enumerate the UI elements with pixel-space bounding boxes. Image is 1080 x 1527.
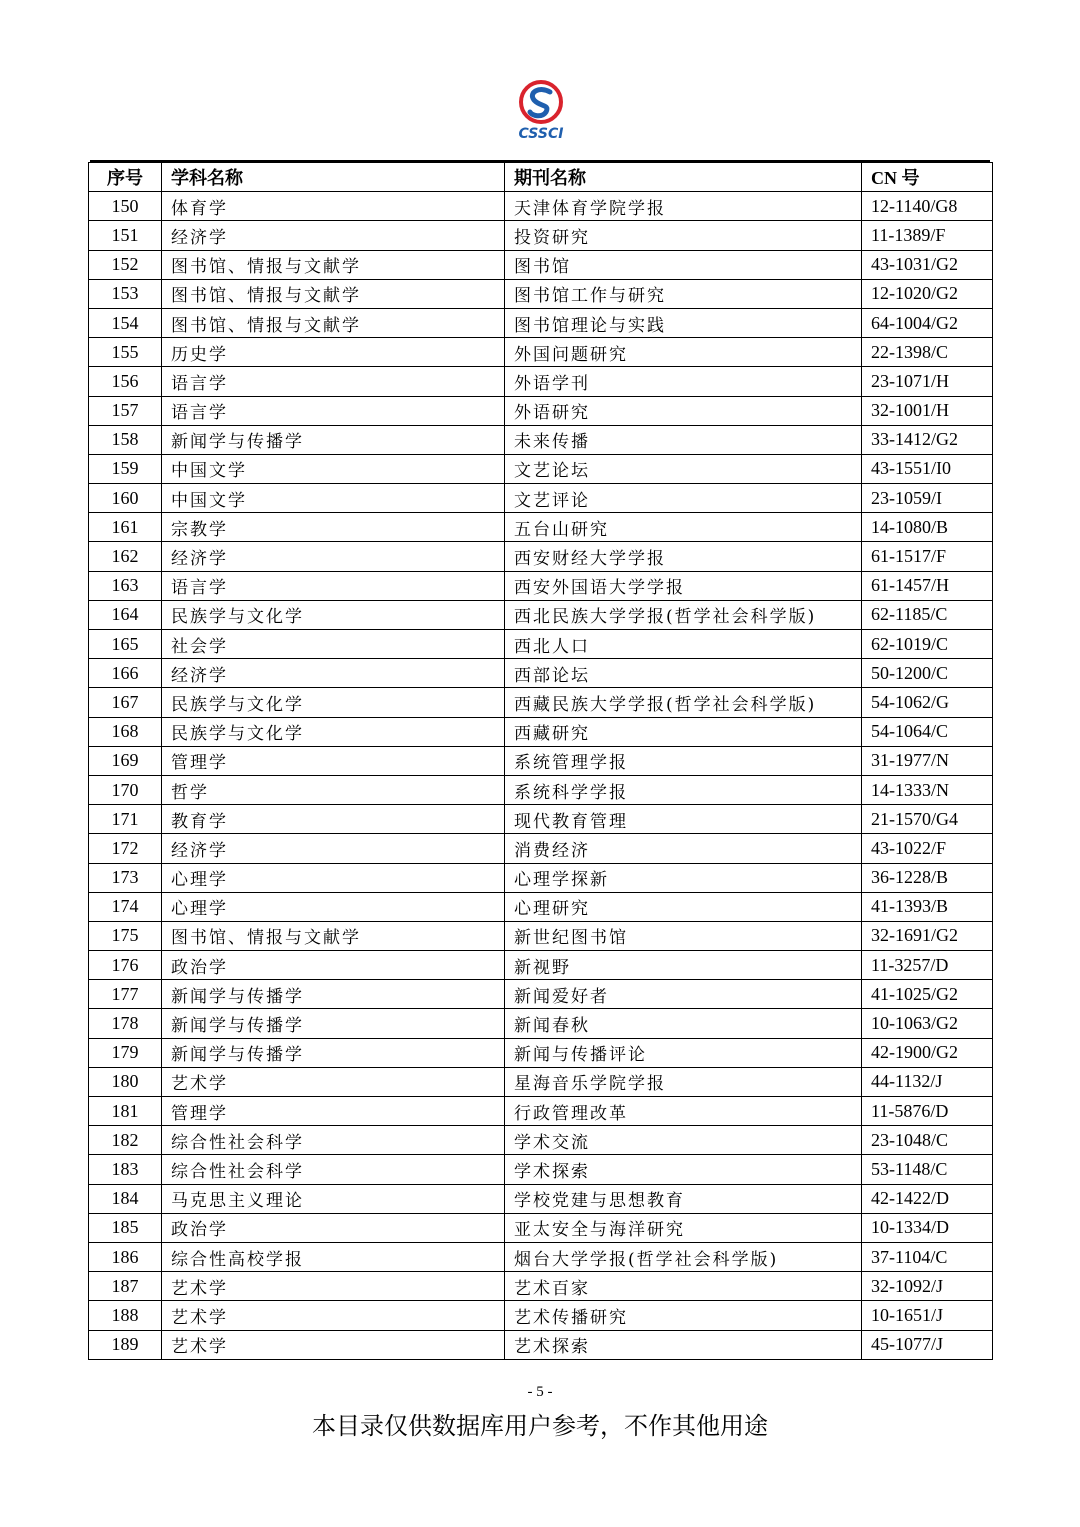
table-row — [89, 600, 993, 629]
row-subject: 经济学 — [162, 834, 505, 863]
row-subject: 语言学 — [162, 367, 505, 396]
row-cn: 32-1092/J — [862, 1272, 993, 1301]
row-index: 153 — [89, 279, 162, 308]
row-cn: 42-1422/D — [862, 1184, 993, 1213]
row-subject: 图书馆、情报与文献学 — [162, 308, 505, 337]
row-cn: 33-1412/G2 — [862, 425, 993, 454]
row-cn: 21-1570/G4 — [862, 805, 993, 834]
row-journal: 外国问题研究 — [505, 338, 862, 367]
row-subject: 心理学 — [162, 863, 505, 892]
row-index: 154 — [89, 308, 162, 337]
row-index: 179 — [89, 1038, 162, 1067]
row-journal: 西安财经大学学报 — [505, 542, 862, 571]
row-cn: 14-1080/B — [862, 513, 993, 542]
row-subject: 艺术学 — [162, 1272, 505, 1301]
row-index: 187 — [89, 1272, 162, 1301]
row-subject: 历史学 — [162, 338, 505, 367]
header-cn: CN 号 — [862, 163, 993, 192]
row-index: 171 — [89, 805, 162, 834]
table-row — [89, 1184, 993, 1213]
row-journal: 西北人口 — [505, 630, 862, 659]
row-index: 164 — [89, 600, 162, 629]
row-journal: 文艺论坛 — [505, 454, 862, 483]
row-index: 157 — [89, 396, 162, 425]
table-row — [89, 805, 993, 834]
row-index: 172 — [89, 834, 162, 863]
row-subject: 宗教学 — [162, 513, 505, 542]
row-subject: 管理学 — [162, 746, 505, 775]
row-journal: 新闻与传播评论 — [505, 1038, 862, 1067]
row-subject: 民族学与文化学 — [162, 600, 505, 629]
header-subject: 学科名称 — [162, 163, 505, 192]
table-row — [89, 396, 993, 425]
row-index: 162 — [89, 542, 162, 571]
row-journal: 天津体育学院学报 — [505, 192, 862, 221]
row-subject: 语言学 — [162, 396, 505, 425]
row-index: 175 — [89, 921, 162, 950]
table-row — [89, 1097, 993, 1126]
row-cn: 12-1020/G2 — [862, 279, 993, 308]
row-index: 165 — [89, 630, 162, 659]
row-cn: 11-1389/F — [862, 221, 993, 250]
row-index: 169 — [89, 746, 162, 775]
table-row — [89, 454, 993, 483]
row-journal: 外语学刊 — [505, 367, 862, 396]
row-subject: 经济学 — [162, 542, 505, 571]
table-row — [89, 1126, 993, 1155]
row-index: 185 — [89, 1213, 162, 1242]
row-cn: 43-1551/I0 — [862, 454, 993, 483]
row-subject: 综合性社会科学 — [162, 1155, 505, 1184]
table-row — [89, 1038, 993, 1067]
row-journal: 新视野 — [505, 951, 862, 980]
row-cn: 53-1148/C — [862, 1155, 993, 1184]
table-row — [89, 980, 993, 1009]
row-journal: 艺术探索 — [505, 1330, 862, 1359]
row-cn: 41-1025/G2 — [862, 980, 993, 1009]
row-cn: 32-1691/G2 — [862, 921, 993, 950]
row-subject: 经济学 — [162, 659, 505, 688]
row-cn: 22-1398/C — [862, 338, 993, 367]
row-subject: 中国文学 — [162, 484, 505, 513]
row-journal: 未来传播 — [505, 425, 862, 454]
row-index: 160 — [89, 484, 162, 513]
row-subject: 图书馆、情报与文献学 — [162, 921, 505, 950]
row-index: 186 — [89, 1242, 162, 1271]
row-subject: 图书馆、情报与文献学 — [162, 250, 505, 279]
table-row — [89, 513, 993, 542]
header-journal: 期刊名称 — [505, 163, 862, 192]
row-journal: 行政管理改革 — [505, 1097, 862, 1126]
row-subject: 艺术学 — [162, 1330, 505, 1359]
row-index: 188 — [89, 1301, 162, 1330]
row-journal: 西藏研究 — [505, 717, 862, 746]
row-index: 166 — [89, 659, 162, 688]
row-journal: 心理研究 — [505, 892, 862, 921]
row-subject: 艺术学 — [162, 1067, 505, 1096]
row-journal: 星海音乐学院学报 — [505, 1067, 862, 1096]
table-row — [89, 250, 993, 279]
row-index: 151 — [89, 221, 162, 250]
row-journal: 艺术百家 — [505, 1272, 862, 1301]
row-journal: 心理学探新 — [505, 863, 862, 892]
row-index: 168 — [89, 717, 162, 746]
row-index: 158 — [89, 425, 162, 454]
row-index: 156 — [89, 367, 162, 396]
table-row — [89, 630, 993, 659]
row-journal: 新闻春秋 — [505, 1009, 862, 1038]
row-subject: 教育学 — [162, 805, 505, 834]
row-index: 180 — [89, 1067, 162, 1096]
row-cn: 23-1071/H — [862, 367, 993, 396]
row-cn: 54-1064/C — [862, 717, 993, 746]
row-index: 177 — [89, 980, 162, 1009]
row-subject: 政治学 — [162, 951, 505, 980]
row-cn: 23-1059/I — [862, 484, 993, 513]
row-journal: 图书馆 — [505, 250, 862, 279]
table-row — [89, 542, 993, 571]
row-journal: 现代教育管理 — [505, 805, 862, 834]
row-journal: 西藏民族大学学报(哲学社会科学版) — [505, 688, 862, 717]
row-index: 155 — [89, 338, 162, 367]
table-row — [89, 951, 993, 980]
table-row — [89, 1301, 993, 1330]
row-subject: 政治学 — [162, 1213, 505, 1242]
table-row — [89, 1213, 993, 1242]
row-cn: 61-1517/F — [862, 542, 993, 571]
row-journal: 亚太安全与海洋研究 — [505, 1213, 862, 1242]
table-row — [89, 834, 993, 863]
row-index: 184 — [89, 1184, 162, 1213]
row-cn: 50-1200/C — [862, 659, 993, 688]
row-subject: 管理学 — [162, 1097, 505, 1126]
row-cn: 23-1048/C — [862, 1126, 993, 1155]
row-cn: 61-1457/H — [862, 571, 993, 600]
table-row — [89, 863, 993, 892]
row-subject: 艺术学 — [162, 1301, 505, 1330]
page-number: - 5 - — [527, 1384, 553, 1400]
row-index: 150 — [89, 192, 162, 221]
table-header-row — [89, 163, 993, 192]
row-cn: 10-1651/J — [862, 1301, 993, 1330]
table-row — [89, 308, 993, 337]
row-subject: 经济学 — [162, 221, 505, 250]
row-cn: 10-1063/G2 — [862, 1009, 993, 1038]
row-cn: 64-1004/G2 — [862, 308, 993, 337]
row-subject: 图书馆、情报与文献学 — [162, 279, 505, 308]
row-cn: 36-1228/B — [862, 863, 993, 892]
table-row — [89, 221, 993, 250]
row-journal: 消费经济 — [505, 834, 862, 863]
row-journal: 西北民族大学学报(哲学社会科学版) — [505, 600, 862, 629]
row-cn: 41-1393/B — [862, 892, 993, 921]
row-index: 170 — [89, 775, 162, 804]
row-subject: 社会学 — [162, 630, 505, 659]
row-cn: 45-1077/J — [862, 1330, 993, 1359]
row-subject: 中国文学 — [162, 454, 505, 483]
row-index: 189 — [89, 1330, 162, 1359]
row-journal: 系统管理学报 — [505, 746, 862, 775]
table-row — [89, 338, 993, 367]
table-row — [89, 1009, 993, 1038]
table-row — [89, 1330, 993, 1359]
row-index: 159 — [89, 454, 162, 483]
row-cn: 31-1977/N — [862, 746, 993, 775]
row-cn: 62-1185/C — [862, 600, 993, 629]
row-cn: 43-1031/G2 — [862, 250, 993, 279]
row-subject: 新闻学与传播学 — [162, 425, 505, 454]
row-index: 161 — [89, 513, 162, 542]
row-journal: 新闻爱好者 — [505, 980, 862, 1009]
row-index: 176 — [89, 951, 162, 980]
row-journal: 外语研究 — [505, 396, 862, 425]
row-journal: 五台山研究 — [505, 513, 862, 542]
table-row — [89, 1155, 993, 1184]
svg-text:CSSCI: CSSCI — [518, 126, 564, 142]
row-cn: 10-1334/D — [862, 1213, 993, 1242]
row-index: 174 — [89, 892, 162, 921]
row-index: 173 — [89, 863, 162, 892]
row-subject: 马克思主义理论 — [162, 1184, 505, 1213]
row-journal: 西安外国语大学学报 — [505, 571, 862, 600]
table-row — [89, 688, 993, 717]
row-subject: 新闻学与传播学 — [162, 1038, 505, 1067]
row-journal: 系统科学学报 — [505, 775, 862, 804]
row-index: 183 — [89, 1155, 162, 1184]
row-cn: 62-1019/C — [862, 630, 993, 659]
table-row — [89, 921, 993, 950]
table-row — [89, 659, 993, 688]
row-journal: 学校党建与思想教育 — [505, 1184, 862, 1213]
row-subject: 哲学 — [162, 775, 505, 804]
row-journal: 文艺评论 — [505, 484, 862, 513]
row-journal: 图书馆理论与实践 — [505, 308, 862, 337]
row-cn: 11-3257/D — [862, 951, 993, 980]
row-cn: 43-1022/F — [862, 834, 993, 863]
table-row — [89, 484, 993, 513]
row-cn: 37-1104/C — [862, 1242, 993, 1271]
row-journal: 学术探索 — [505, 1155, 862, 1184]
table-row — [89, 1067, 993, 1096]
row-cn: 42-1900/G2 — [862, 1038, 993, 1067]
row-cn: 14-1333/N — [862, 775, 993, 804]
table-row — [89, 367, 993, 396]
table-row — [89, 1242, 993, 1271]
row-journal: 投资研究 — [505, 221, 862, 250]
journal-table — [88, 162, 993, 1360]
row-journal: 学术交流 — [505, 1126, 862, 1155]
row-index: 182 — [89, 1126, 162, 1155]
row-subject: 心理学 — [162, 892, 505, 921]
footer-note: 本目录仅供数据库用户参考，不作其他用途 — [312, 1412, 768, 1440]
row-index: 178 — [89, 1009, 162, 1038]
row-subject: 综合性高校学报 — [162, 1242, 505, 1271]
row-subject: 综合性社会科学 — [162, 1126, 505, 1155]
row-cn: 54-1062/G — [862, 688, 993, 717]
row-subject: 民族学与文化学 — [162, 688, 505, 717]
row-subject: 新闻学与传播学 — [162, 980, 505, 1009]
row-subject: 体育学 — [162, 192, 505, 221]
row-index: 152 — [89, 250, 162, 279]
table-row — [89, 279, 993, 308]
row-cn: 11-5876/D — [862, 1097, 993, 1126]
row-cn: 32-1001/H — [862, 396, 993, 425]
table-row — [89, 775, 993, 804]
table-row — [89, 571, 993, 600]
row-index: 167 — [89, 688, 162, 717]
table-row — [89, 892, 993, 921]
row-subject: 语言学 — [162, 571, 505, 600]
row-journal: 西部论坛 — [505, 659, 862, 688]
row-journal: 图书馆工作与研究 — [505, 279, 862, 308]
table-row — [89, 425, 993, 454]
table-row — [89, 1272, 993, 1301]
row-journal: 烟台大学学报(哲学社会科学版) — [505, 1242, 862, 1271]
row-subject: 新闻学与传播学 — [162, 1009, 505, 1038]
table-row — [89, 746, 993, 775]
row-journal: 新世纪图书馆 — [505, 921, 862, 950]
row-subject: 民族学与文化学 — [162, 717, 505, 746]
header-index: 序号 — [89, 163, 162, 192]
row-cn: 12-1140/G8 — [862, 192, 993, 221]
table-row — [89, 717, 993, 746]
row-journal: 艺术传播研究 — [505, 1301, 862, 1330]
row-cn: 44-1132/J — [862, 1067, 993, 1096]
cssci-logo — [510, 78, 572, 142]
table-row — [89, 192, 993, 221]
row-index: 163 — [89, 571, 162, 600]
row-index: 181 — [89, 1097, 162, 1126]
